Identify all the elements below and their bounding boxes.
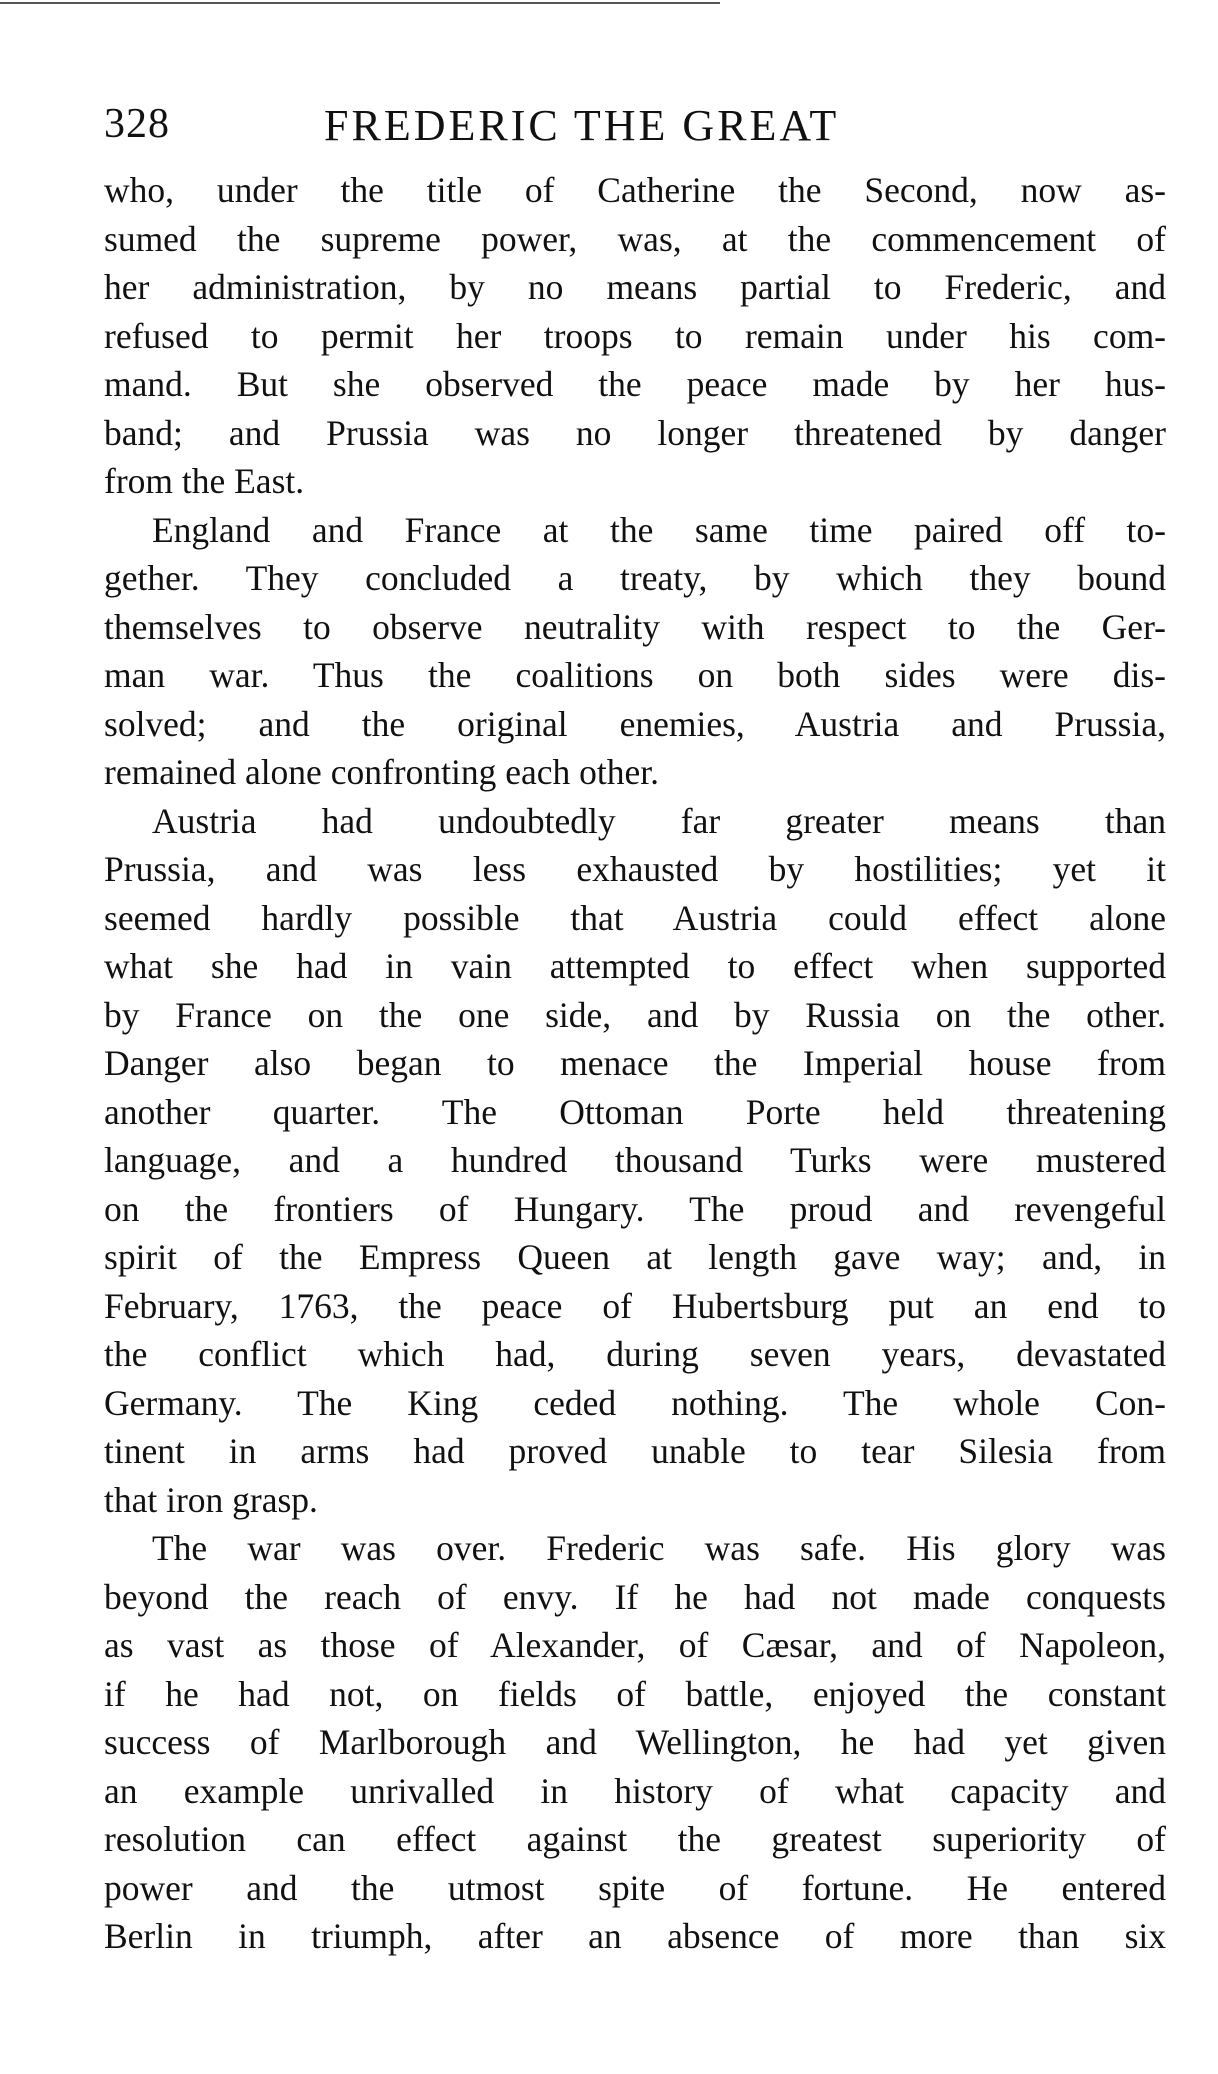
text-line: Berlin in triumph, after an absence of more than six: [104, 1916, 1166, 1956]
text-line: solved; and the original enemies, Austria and Prussia,: [104, 703, 1166, 744]
text-line: language, and a hundred thousand Turks were mustered: [104, 1140, 1166, 1180]
text-line: what she had in vain attempted to effect when supported: [104, 946, 1166, 986]
text-line: England and France at the same time paired off to-: [152, 509, 1166, 550]
paragraph-war-over: [104, 1524, 1166, 1961]
running-title: FREDERIC THE GREAT: [324, 101, 840, 150]
text-line: The war was over. Frederic was safe. His glory was: [152, 1528, 1166, 1568]
paragraph-austria: [104, 797, 1166, 1525]
text-line: remained alone confronting each other.: [104, 752, 659, 792]
paragraph-catherine: [104, 166, 1166, 506]
text-line: on the frontiers of Hungary. The proud and revengeful: [104, 1188, 1166, 1229]
running-head: [104, 100, 1166, 160]
text-line: Prussia, and was less exhausted by hostilities; yet it: [104, 849, 1166, 889]
body-text: [104, 166, 1166, 1961]
text-line: tinent in arms had proved unable to tear Silesia from: [104, 1431, 1166, 1471]
paragraph-england-france: [104, 506, 1166, 797]
text-line: if he had not, on fields of battle, enjoyed the constant: [104, 1673, 1166, 1714]
book-page: [104, 100, 1166, 1961]
text-line: success of Marlborough and Wellington, he had yet given: [104, 1722, 1166, 1762]
text-line: her administration, by no means partial to Frederic, and: [104, 267, 1166, 307]
text-line: as vast as those of Alexander, of Cæsar, and of Napoleon,: [104, 1625, 1166, 1665]
text-line: that iron grasp.: [104, 1479, 318, 1520]
text-line: who, under the title of Catherine the Second, now as-: [104, 170, 1166, 210]
text-line: Germany. The King ceded nothing. The whole Con-: [104, 1382, 1166, 1423]
text-line: Danger also began to menace the Imperial house from: [104, 1043, 1166, 1083]
text-line: band; and Prussia was no longer threatened by danger: [104, 412, 1166, 453]
top-rule: [0, 2, 720, 4]
text-line: an example unrivalled in history of what capacity and: [104, 1770, 1166, 1811]
text-line: February, 1763, the peace of Hubertsburg put an end to: [104, 1285, 1166, 1326]
text-line: another quarter. The Ottoman Porte held threatening: [104, 1091, 1166, 1132]
text-line: by France on the one side, and by Russia on the other.: [104, 994, 1166, 1035]
text-line: seemed hardly possible that Austria could effect alone: [104, 897, 1166, 938]
text-line: beyond the reach of envy. If he had not made conquests: [104, 1576, 1166, 1617]
text-line: sumed the supreme power, was, at the commencement of: [104, 218, 1166, 259]
text-line: power and the utmost spite of fortune. He entered: [104, 1867, 1166, 1908]
text-line: the conflict which had, during seven years, devastated: [104, 1334, 1166, 1374]
text-line: Austria had undoubtedly far greater means than: [152, 800, 1166, 841]
text-line: from the East.: [104, 461, 305, 501]
page-number: 328: [104, 101, 170, 147]
text-line: mand. But she observed the peace made by her hus-: [104, 364, 1166, 404]
text-line: resolution can effect against the greatest superiority of: [104, 1819, 1166, 1859]
text-line: gether. They concluded a treaty, by which they bound: [104, 558, 1166, 598]
text-line: spirit of the Empress Queen at length gave way; and, in: [104, 1237, 1166, 1277]
text-line: man war. Thus the coalitions on both sides were dis-: [104, 655, 1166, 695]
text-line: themselves to observe neutrality with respect to the Ger-: [104, 606, 1166, 647]
text-line: refused to permit her troops to remain under his com-: [104, 315, 1166, 356]
